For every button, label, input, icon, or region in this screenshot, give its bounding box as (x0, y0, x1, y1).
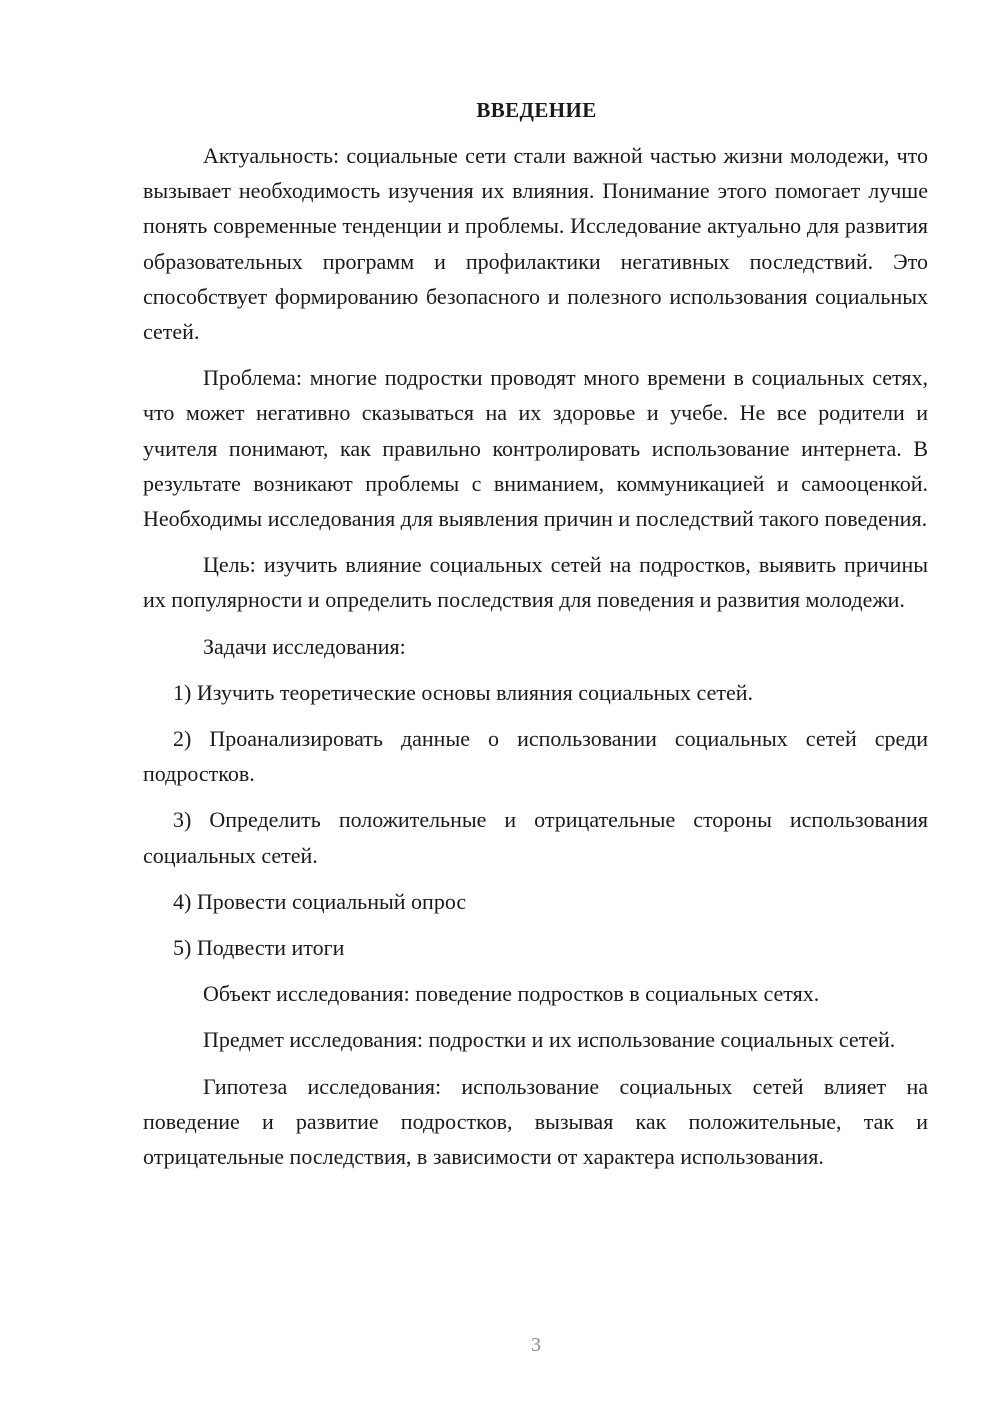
task-item: 4) Провести социальный опрос (173, 888, 467, 914)
relevance-paragraph: Актуальность: социальные сети стали важной частью жизни молодежи, что вызывает необходимость изучения их влияния. Понимание этого помогает лучше понять современные тенденции и проблемы. Исследование актуально для развития образовательных программ и профилактики негативных последствий. Это способствует формированию безопасного и полезного использования социальных сетей. (143, 143, 928, 345)
document-body (143, 93, 928, 1185)
problem-paragraph: Проблема: многие подростки проводят много времени в социальных сетях, что может негативно сказываться на их здоровье и учебе. Не все родители и учителя понимают, как правильно контролировать использование интернета. В результате возникают проблемы с вниманием, коммуникацией и самооценкой. Необходимы исследования для выявления причин и последствий такого поведения. (143, 365, 928, 532)
task-item: 2) Проанализировать данные о использовании социальных сетей среди подростков. (143, 726, 928, 787)
page-number: 3 (531, 1334, 541, 1356)
task-item: 1) Изучить теоретические основы влияния социальных сетей. (173, 679, 754, 705)
task-item: 3) Определить положительные и отрицательные стороны использования социальных сетей. (143, 807, 928, 868)
task-item: 5) Подвести итоги (173, 935, 345, 961)
tasks-heading: Задачи исследования: (203, 633, 406, 659)
goal-paragraph: Цель: изучить влияние социальных сетей на подростков, выявить причины их популярности и определить последствия для поведения и развития молодежи. (143, 552, 928, 613)
object-paragraph: Объект исследования: поведение подростков в социальных сетях. (203, 981, 820, 1007)
document-title: ВВЕДЕНИЕ (476, 98, 597, 122)
subject-paragraph: Предмет исследования: подростки и их использование социальных сетей. (203, 1027, 896, 1053)
hypothesis-paragraph: Гипотеза исследования: использование социальных сетей влияет на поведение и развитие подростков, вызывая как положительные, так и отрицательные последствия, в зависимости от характера использования. (143, 1073, 928, 1170)
